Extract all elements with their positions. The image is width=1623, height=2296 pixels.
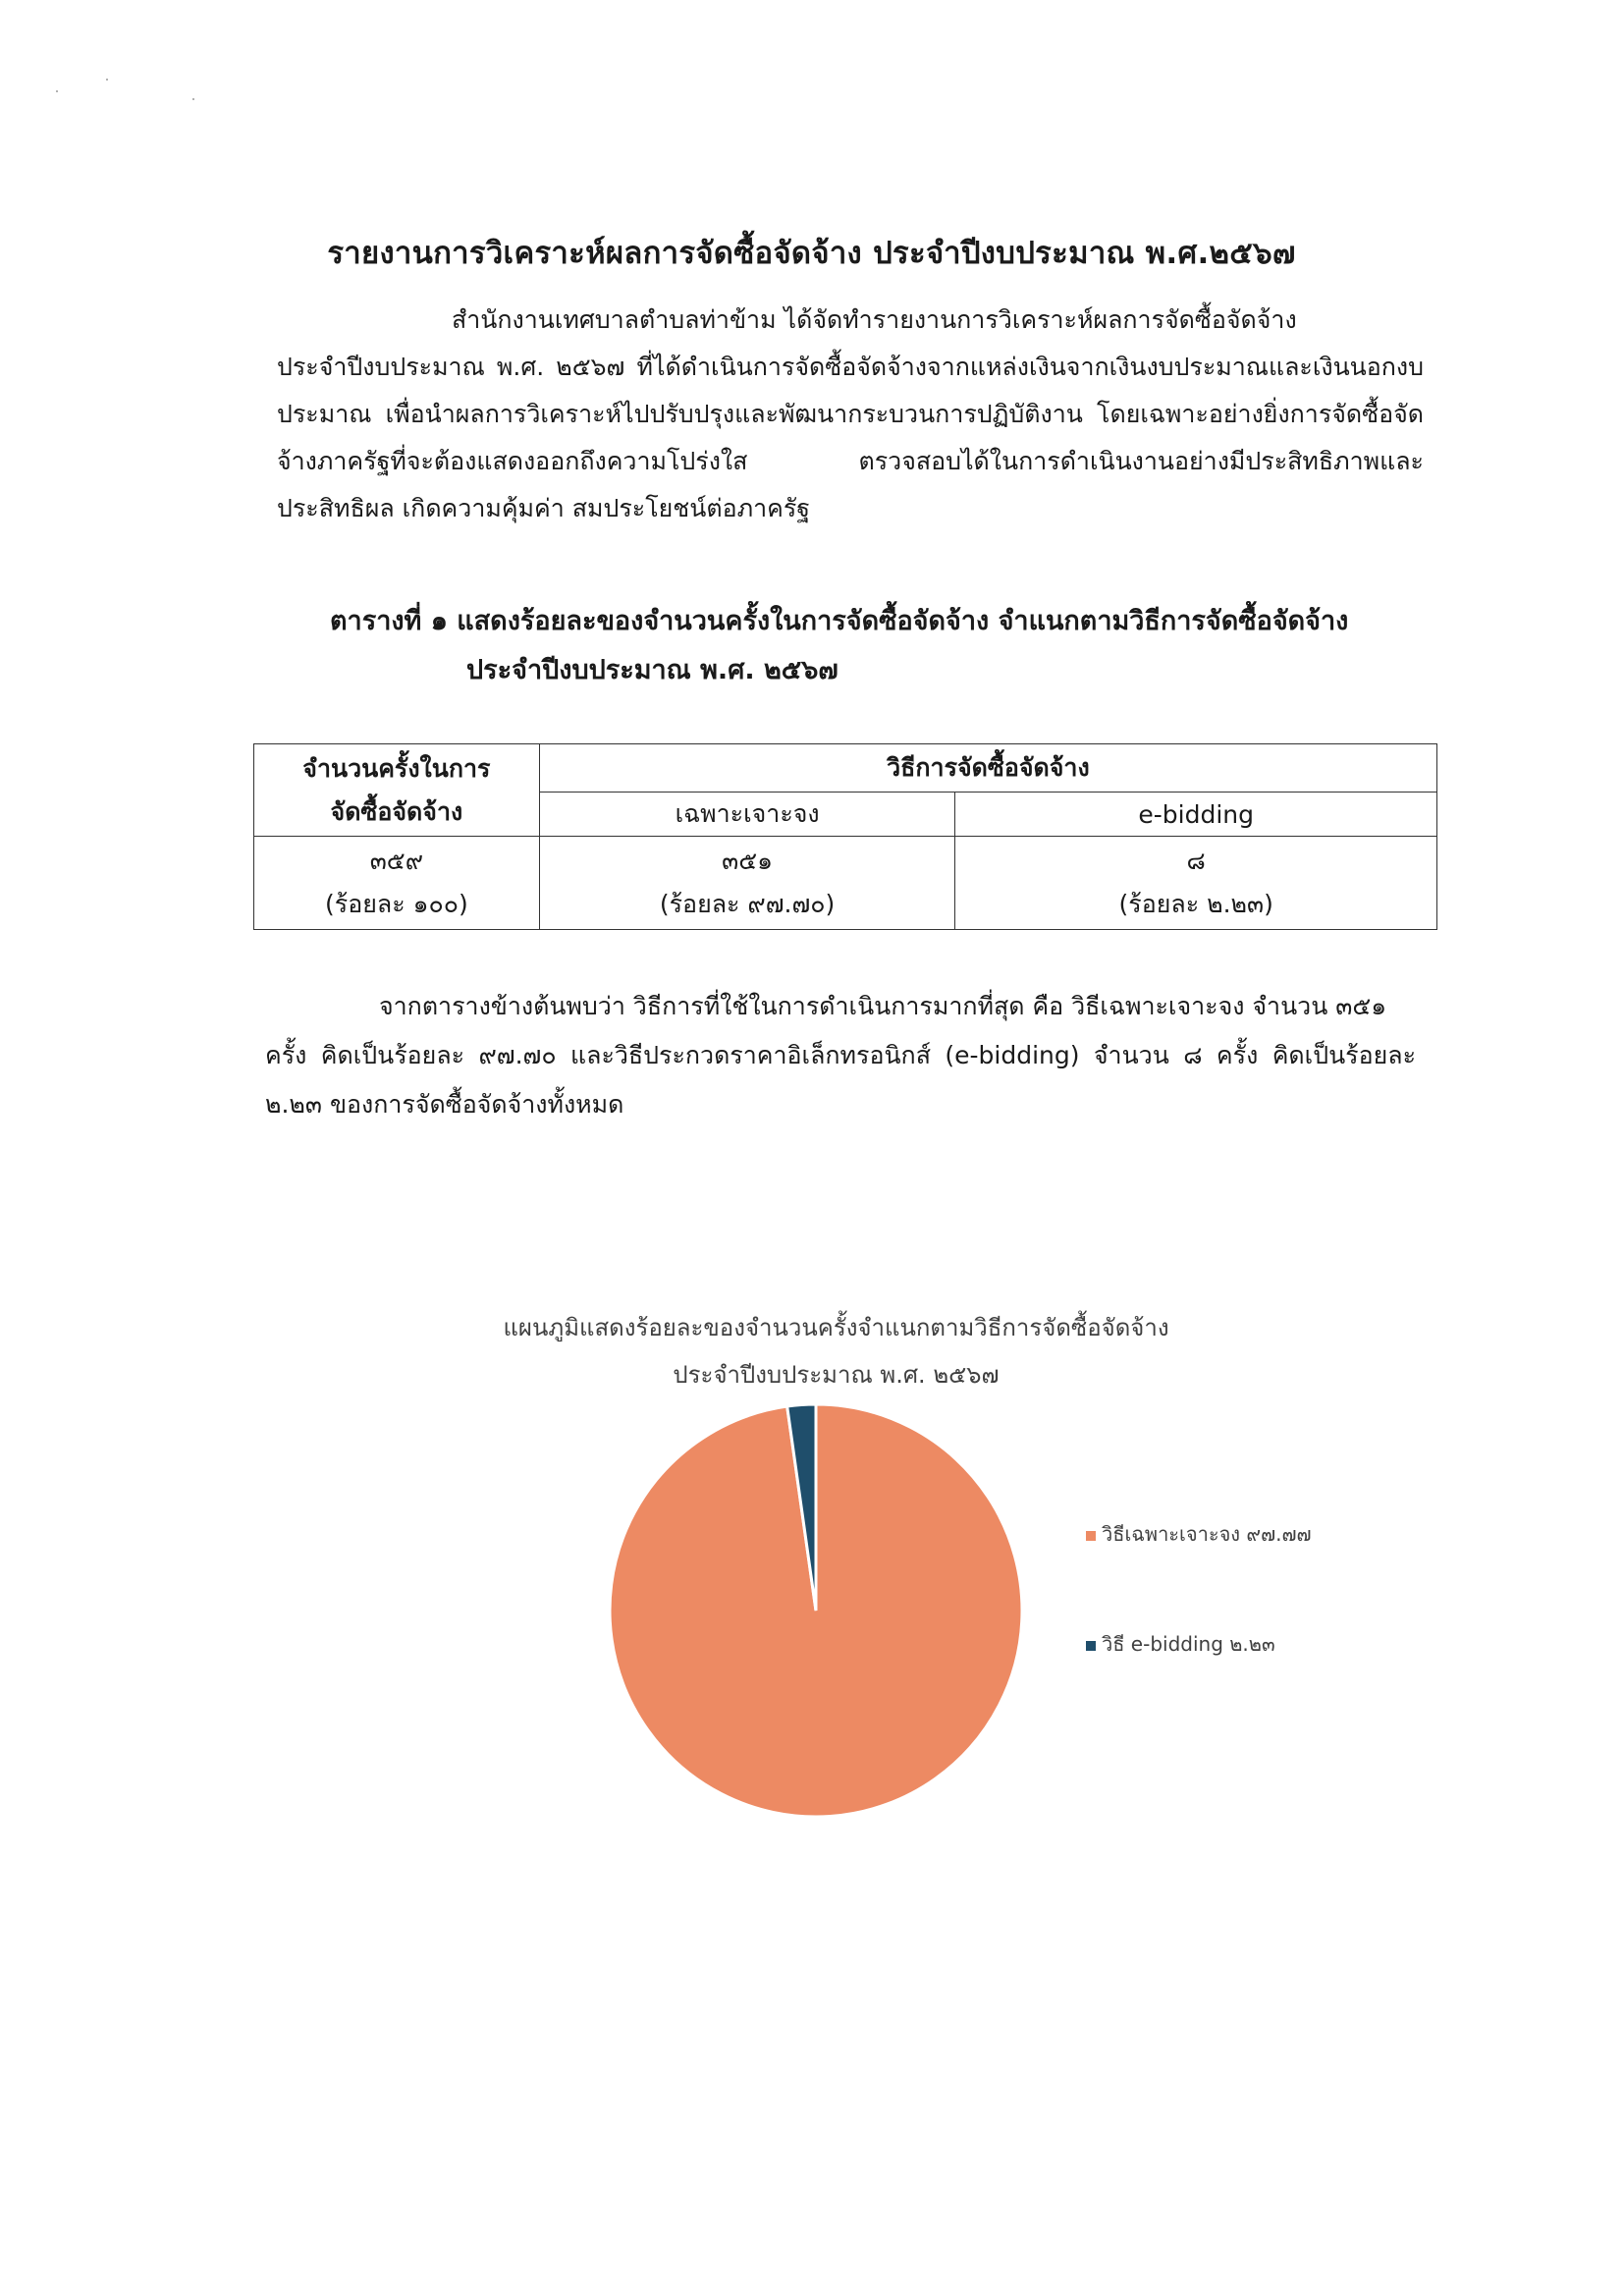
analysis-body: ครั้ง คิดเป็นร้อยละ ๙๗.๗๐ และวิธีประกวดราคาอิเล็กทรอนิกส์ (e-bidding) จำนวน ๘ ครั้ง คิดเป็นร้อยละ ๒.๒๓ ของการจัดซื้อจัดจ้างทั้งหมด [265,1041,1416,1119]
table-caption-line1: ตารางที่ ๑ แสดงร้อยละของจำนวนครั้งในการจัดซื้อจัดจ้าง จำแนกตามวิธีการจัดซื้อจัดจ้าง [330,606,1349,636]
cell-total [254,837,540,930]
scan-speck [106,79,108,81]
intro-paragraph [277,297,1424,532]
analysis-first-line: จากตารางข้างต้นพบว่า วิธีการที่ใช้ในการดำเนินการมากที่สุด คือ วิธีเฉพาะเจาะจง จำนวน ๓๕๑ [379,992,1387,1020]
cell-specific-count: ๓๕๑ [722,847,774,875]
chart-title-line2: ประจำปีงบประมาณ พ.ศ. ๒๕๖๗ [673,1361,1000,1389]
cell-total-count: ๓๕๙ [369,847,424,875]
scan-speck [192,98,194,100]
pie-chart [605,1399,1027,1822]
legend-item-specific [1086,1518,1312,1550]
header-count-line1: จำนวนครั้งในการ [302,753,491,783]
legend-label: วิธี e-bidding ๒.๒๓ [1102,1632,1275,1656]
cell-ebidding-pct: (ร้อยละ ๒.๒๓) [1118,890,1273,918]
table-header-row [254,744,1437,793]
chart-title-line1: แผนภูมิแสดงร้อยละของจำนวนครั้งจำแนกตามวิธีการจัดซื้อจัดจ้าง [503,1314,1169,1341]
scan-speck [56,90,58,92]
header-ebidding: e-bidding [955,793,1437,837]
report-title: รายงานการวิเคราะห์ผลการจัดซื้อจัดจ้าง ประจำปีงบประมาณ พ.ศ.๒๕๖๗ [327,236,1296,271]
legend-swatch [1086,1641,1096,1651]
legend-item-ebidding [1086,1628,1275,1660]
table-caption-line2: ประจำปีงบประมาณ พ.ศ. ๒๕๖๗ [466,655,839,685]
table-row [254,837,1437,930]
intro-body: ประจำปีงบประมาณ พ.ศ. ๒๕๖๗ ที่ได้ดำเนินการจัดซื้อจัดจ้างจากแหล่งเงินจากเงินงบประมาณและเงินนอกงบประมาณ เพื่อนำผลการวิเคราะห์ไปปรับปรุงและพัฒนากระบวนการปฏิบัติงาน โดยเฉพาะอย่างยิ่งการจัดซื้อจัดจ้างภาครัฐที่จะต้องแสดงออกถึงความโปร่งใส ตรวจสอบได้ในการดำเนินงานอย่างมีประสิทธิภาพและประสิทธิผล เกิดความคุ้มค่า สมประโยชน์ต่อภาครัฐ [277,353,1424,522]
cell-specific [539,837,955,930]
legend-label: วิธีเฉพาะเจาะจง ๙๗.๗๗ [1102,1522,1312,1546]
header-method: วิธีการจัดซื้อจัดจ้าง [539,744,1436,793]
header-count-line2: จัดซื้อจัดจ้าง [330,796,463,826]
legend-swatch [1086,1531,1096,1541]
cell-ebidding-count: ๘ [1186,847,1206,875]
table-caption [330,597,1348,695]
cell-ebidding [955,837,1437,930]
analysis-paragraph [265,982,1416,1129]
summary-table [253,743,1437,930]
cell-specific-pct: (ร้อยละ ๙๗.๗๐) [659,890,836,918]
chart-title [0,1304,1623,1398]
cell-total-pct: (ร้อยละ ๑๐๐) [325,890,468,918]
header-specific: เฉพาะเจาะจง [539,793,955,837]
intro-first-line: สำนักงานเทศบาลตำบลท่าข้าม ได้จัดทำรายงานการวิเคราะห์ผลการจัดซื้อจัดจ้าง [452,305,1297,334]
header-count [254,744,540,837]
